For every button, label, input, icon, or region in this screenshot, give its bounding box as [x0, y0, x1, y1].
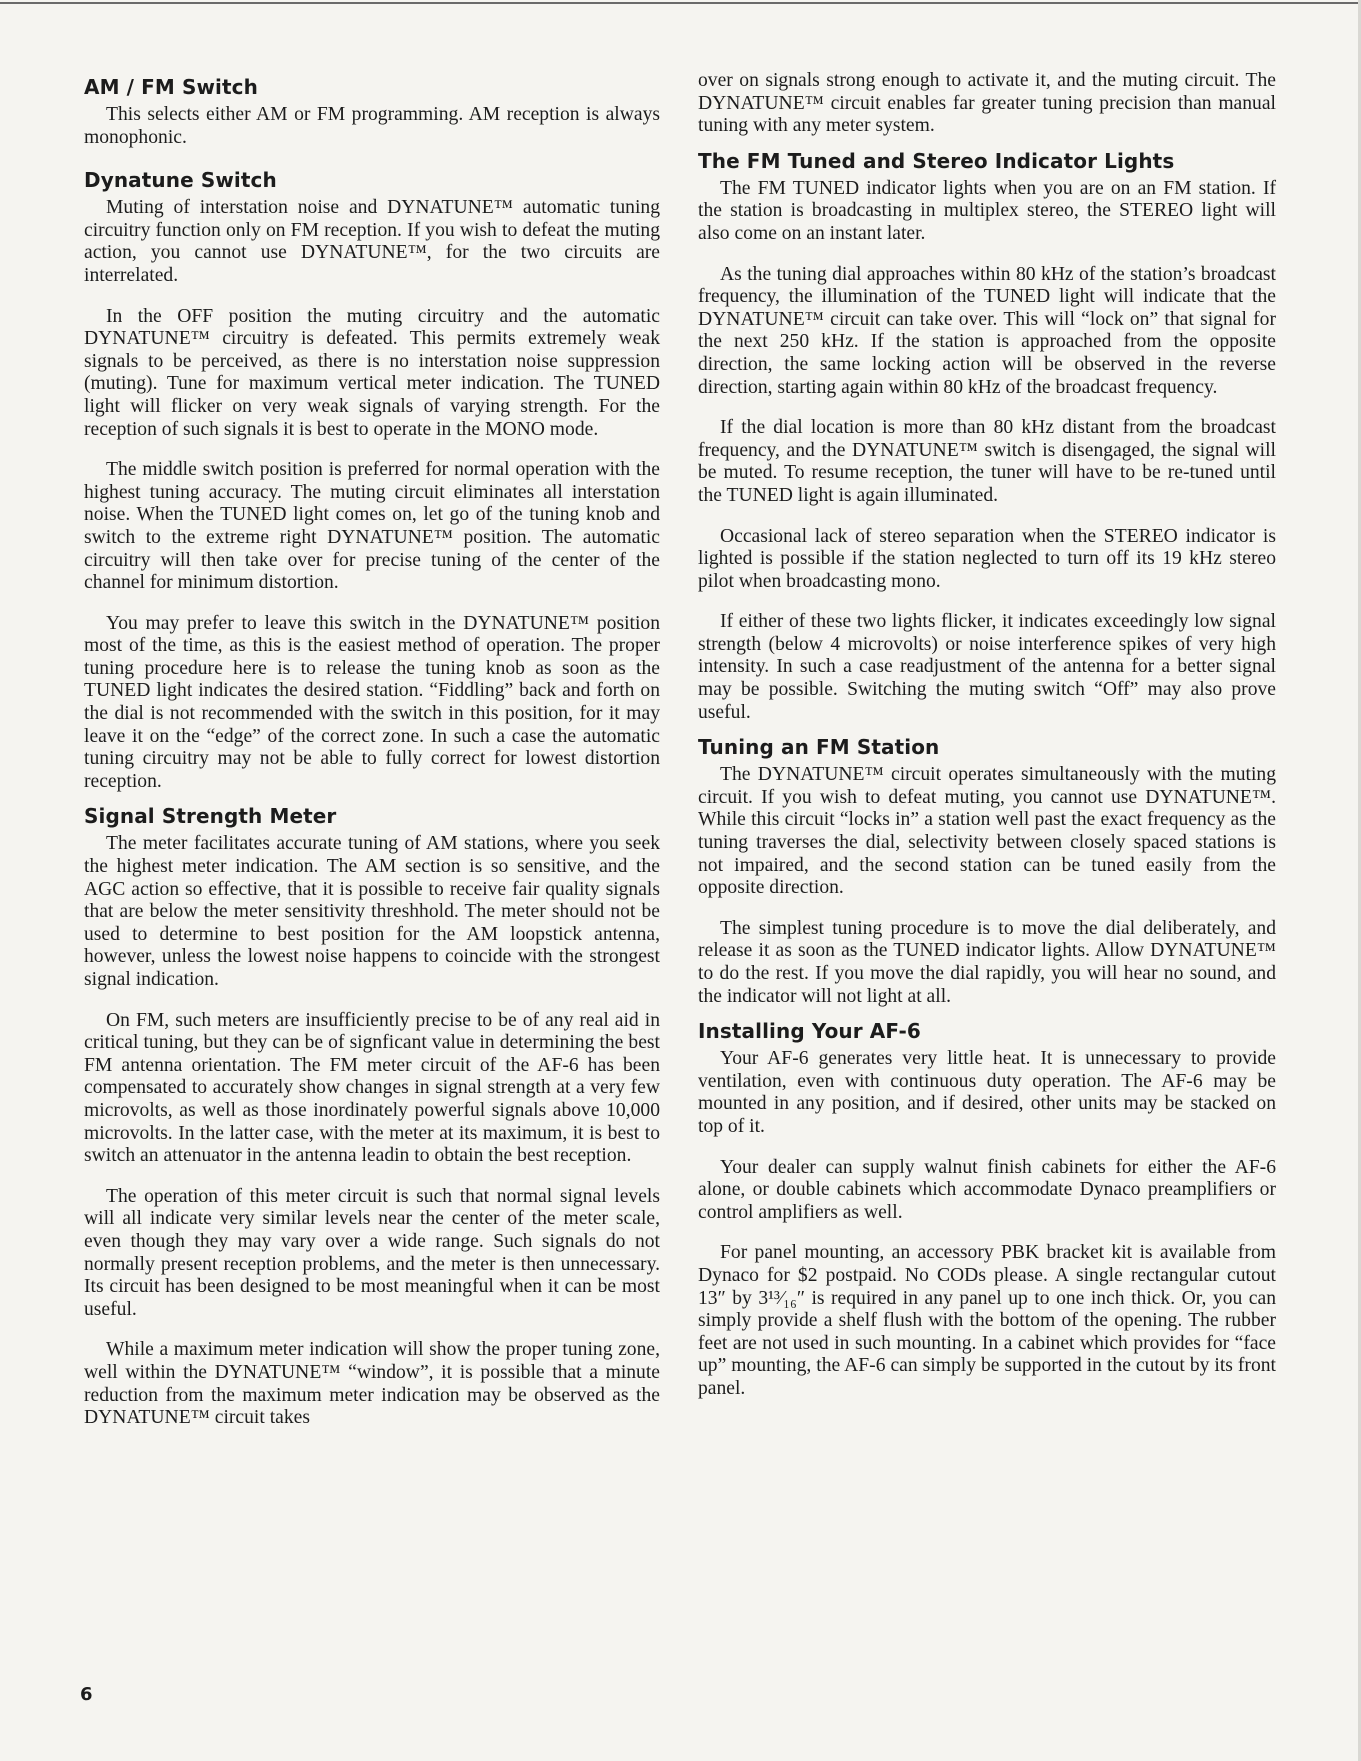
paragraph: This selects either AM or FM programming. AM reception is always monophonic.: [84, 104, 660, 148]
paragraph: Your dealer can supply walnut finish cabinets for either the AF-6 alone, or double cabinets which accommodate Dynaco preamplifiers or control amplifiers as well.: [698, 1156, 1276, 1223]
heading-signal-strength-meter: Signal Strength Meter: [84, 804, 337, 829]
left-column: [84, 74, 660, 1448]
heading-dynatune-switch: Dynatune Switch: [84, 168, 277, 193]
paragraph: The simplest tuning procedure is to move the dial deliberately, and release it as soon as the TUNED indicator lights. Allow DYNATUNE™ to do the rest. If you move the dial rapidly, you will hear no sound, and the indicator will not light at all.: [698, 917, 1276, 1007]
paragraph-continued: over on signals strong enough to activate it, and the muting circuit. The DYNATUNE™ circuit enables far greater tuning precision than manual tuning with any meter system.: [698, 70, 1276, 137]
heading-installing-af6: Installing Your AF-6: [698, 1019, 921, 1044]
paragraph: On FM, such meters are insufficiently precise to be of any real aid in critical tuning, but they can be of signficant value in determining the best FM antenna orientation. The FM meter circuit of the AF-6 has been compensated to accurately show changes in signal strength at a very few microvolts, as well as those inordinately powerful signals above 10,000 microvolts. In the latter case, with the meter at its maximum, it is best to switch an attenuator in the antenna leadin to obtain the best reception.: [84, 1009, 660, 1167]
heading-fm-tuned-stereo-lights: The FM Tuned and Stereo Indicator Lights: [698, 148, 1175, 173]
top-edge-line: [0, 2, 1361, 4]
paragraph: Occasional lack of stereo separation when the STEREO indicator is lighted is possible if the station neglected to turn off its 19 kHz stereo pilot when broadcasting mono.: [698, 525, 1276, 592]
paragraph: You may prefer to leave this switch in the DYNATUNE™ position most of the time, as this is the easiest method of operation. The proper tuning procedure here is to release the tuning knob as soon as the TUNED light indicates the desired station. “Fiddling” back and forth on the dial is not recommended with the switch in this position, for it may leave it on the “edge” of the correct zone. In such a case the automatic tuning circuitry may not be able to fully correct for lowest distortion reception.: [84, 612, 660, 792]
paragraph: The meter facilitates accurate tuning of AM stations, where you seek the highest meter indication. The AM section is so sensitive, and the AGC action so effective, that it is possible to receive fair quality signals that are below the meter sensitivity threshhold. The meter should not be used to determine to best position for the AM loopstick antenna, however, unless the lowest noise happens to coincide with the strongest signal indication.: [84, 833, 660, 990]
paragraph: The FM TUNED indicator lights when you are on an FM station. If the station is broadcasting in multiplex stereo, the STEREO light will also come on an instant later.: [698, 177, 1276, 244]
heading-tuning-fm-station: Tuning an FM Station: [698, 735, 940, 760]
paragraph: Your AF-6 generates very little heat. It is unnecessary to provide ventilation, even with continuous duty operation. The AF-6 may be mounted in any position, and if desired, other units may be stacked on top of it.: [698, 1048, 1276, 1137]
paragraph: The DYNATUNE™ circuit operates simultaneously with the muting circuit. If you wish to defeat muting, you cannot use DYNATUNE™. While this circuit “locks in” a station well past the exact frequency as the tuning traverses the dial, selectivity between closely spaced stations is not impaired, and the second station can be tuned easily from the opposite direction.: [698, 764, 1276, 899]
paragraph: If either of these two lights flicker, it indicates exceedingly low signal strength (below 4 microvolts) or noise interference spikes of very high intensity. In such a case readjustment of the antenna for a better signal may be possible. Switching the muting switch “Off” may also prove useful.: [698, 611, 1276, 723]
paragraph: If the dial location is more than 80 kHz distant from the broadcast frequency, and the DYNATUNE™ switch is disengaged, the signal will be muted. To resume reception, the tuner will have to be re-tuned until the TUNED light is again illuminated.: [698, 417, 1276, 506]
paragraph: The middle switch position is preferred for normal operation with the highest tuning accuracy. The muting circuit eliminates all interstation noise. When the TUNED light comes on, let go of the tuning knob and switch to the extreme right DYNATUNE™ position. The automatic circuitry will then take over for precise tuning of the center of the channel for minimum distortion.: [84, 459, 660, 594]
paragraph: For panel mounting, an accessory PBK bracket kit is available from Dynaco for $2 postpaid. No CODs please. A single rectangular cutout 13″ by 3¹³⁄₁₆″ is required in any panel up to one inch thick. Or, you can simply provide a shelf flush with the bottom of the opening. The rubber feet are not used in such mounting. In a cabinet which provides for “face up” mounting, the AF-6 can simply be supported in the cutout by its front panel.: [698, 1242, 1276, 1399]
paragraph: As the tuning dial approaches within 80 kHz of the station’s broadcast frequency, the illumination of the TUNED light will indicate that the DYNATUNE™ circuit can take over. This will “lock on” that signal for the next 250 kHz. If the station is approached from the opposite direction, the same locking action will be observed in the reverse direction, starting again within 80 kHz of the broadcast frequency.: [698, 263, 1276, 398]
paragraph: The operation of this meter circuit is such that normal signal levels will all indicate very similar levels near the center of the meter scale, even though they may vary over a wide range. Such signals do not normally present reception problems, and the meter is then unnecessary. Its circuit has been designed to be most meaningful when it can be most useful.: [84, 1185, 660, 1320]
paragraph: Muting of interstation noise and DYNATUNE™ automatic tuning circuitry function only on FM reception. If you wish to defeat the muting action, you cannot use DYNATUNE™, for the two circuits are interrelated.: [84, 197, 660, 286]
paragraph: While a maximum meter indication will show the proper tuning zone, well within the DYNATUNE™ “window”, it is possible that a minute reduction from the maximum meter indication may be observed as the DYNATUNE™ circuit takes: [84, 1339, 660, 1429]
heading-am-fm-switch: AM / FM Switch: [84, 75, 258, 99]
page-number: 6: [80, 1684, 93, 1705]
right-column: [698, 70, 1276, 1419]
paragraph: In the OFF position the muting circuitry and the automatic DYNATUNE™ circuitry is defeated. This permits extremely weak signals to be perceived, as there is no interstation noise suppression (muting). Tune for maximum vertical meter indication. The TUNED light will flicker on very weak signals of varying strength. For the reception of such signals it is best to operate in the MONO mode.: [84, 305, 660, 440]
